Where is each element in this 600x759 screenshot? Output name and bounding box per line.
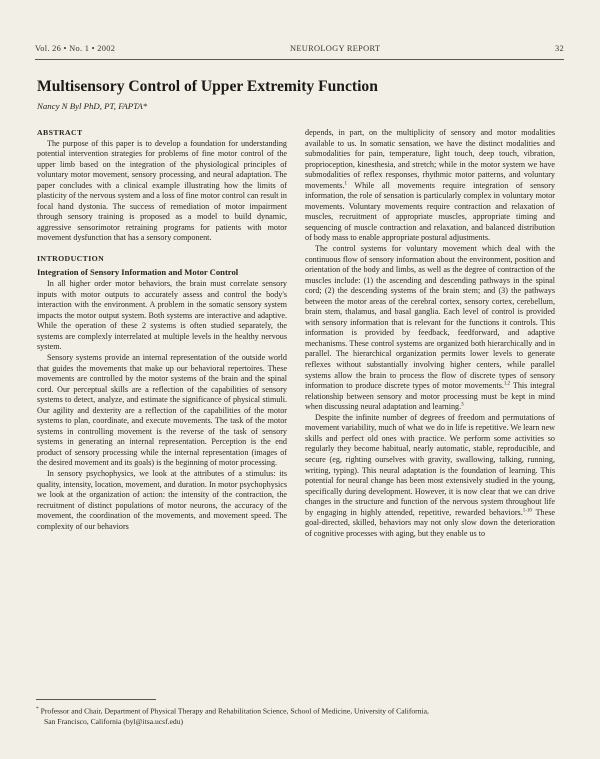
author-line: Nancy N Byl PhD, PT, FAPTA* xyxy=(37,101,148,111)
abstract-text: The purpose of this paper is to develop a foundation for understanding potential intervention strategies for problems of fine motor control of the upper limb based on the integration of the physiological principles of voluntary motor movement, sensory processing, and neural adaptation. The paper concludes with a clinical example illustrating how the limits of plasticity of the nervous system and a loss of fine motor control can result in focal hand dystonia. The success of remediation of motor impairment through sensory training is proposed as a model to build dynamic, aggressive sensorimotor retraining programs for patients with motor movement dysfunction that has a sensory component. xyxy=(37,138,287,243)
page-number: 32 xyxy=(555,44,564,53)
left-column xyxy=(37,128,287,532)
footnote-line-1: Professor and Chair, Department of Physical Therapy and Rehabilitation Science, School of Medicine, University of California, xyxy=(40,706,429,716)
right-column xyxy=(305,128,555,539)
right-paragraph-3: Despite the infinite number of degrees of freedom and permutations of movement variability, much of what we do in life is repetitive. We learn new skills and perfect old ones with practice. We perform some activities so regularly they become habitual, nearly automatic, stable, reproducible, and secure (eg, righting ourselves with gravity, swallowing, talking, running, writing, typing). This neural adaptation is the foundation of learning. This potential for neural change has been most extensively studied in the young, specifically during development. However, it is now clear that we can drive changes in the structure and function of the nervous system throughout life by engaging in highly attended, repetitive, rewarded behaviors.$^{1-10}$ These goal-directed, skilled, behaviors may not only slow down the deterioration of cognitive processes with aging, but they enable us to xyxy=(305,412,555,538)
footnote-rule xyxy=(36,699,156,700)
footnote-mark: * xyxy=(36,706,39,712)
citation-ref: 1,2 xyxy=(503,381,511,387)
journal-name: NEUROLOGY REPORT xyxy=(289,44,381,53)
right-paragraph-2: The control systems for voluntary movement which deal with the continuous flow of sensory information about the environment, position and orientation of the body and limbs, as well as the degree of contraction of the muscles include: (1) the ascending and descending pathways in the spinal cord; (2) the descending systems of the brain stem; and (3) the pathways between the motor areas of the cerebral cortex, sensory cortex, cerebellum, brain stem, thalamus, and basal ganglia. Each level of control is provided with sensory information that is relevant for the functions it controls. This information is provided by feedback, feedforward, and adaptive mechanisms. These control systems are organized both hierarchically and in parallel. The hierarchical organization permits lower levels to generate reflexes without substantially involving higher centers, while parallel systems allow the brain to process the flow of discrete types of sensory information to produce discrete types of motor movements.$^{1,2}$ This integral relationship between sensory and motor processing must be kept in mind when discussing neural adaptation and learning.$^3$ xyxy=(305,244,555,412)
citation-ref: 3 xyxy=(461,402,464,408)
header-rule xyxy=(35,59,564,60)
article-title: Multisensory Control of Upper Extremity Function xyxy=(37,78,378,95)
running-header xyxy=(35,44,564,53)
citation-ref: 1-10 xyxy=(522,507,532,513)
intro-paragraph-2: Sensory systems provide an internal representation of the outside world that guides the movements that make up our behavioral repertoires. These movements are controlled by the motor systems of the brain and the spinal cord. Our perceptual skills are a reflection of the capabilities of sensory systems to detect, analyze, and estimate the significance of physical stimuli. Our agility and dexterity are a reflection of the capabilities of the motor systems to plan, coordinate, and execute movements. The task of the motor systems in controlling movement is the reverse of the task of sensory systems in generating an internal representation. Perception is the end product of sensory processing while the internal representation (images of the desired movement and its goals) is the beginning of motor processing. xyxy=(37,352,287,468)
right-paragraph-1: depends, in part, on the multiplicity of sensory and motor modalities available to us. In somatic sensation, we have the distinct modalities and submodalities for pain, temperature, light touch, deep touch, vibration, proprioception, kinesthesia, and stretch; while in the motor system we have submodalities of reflex responses, rhythmic motor patterns, and voluntary movements.$^1$ While all movements require integration of sensory information, the role of sensation is particularly complex in voluntary motor movements. Voluntary movements require contraction and relaxation of muscles, recruitment of appropriate muscles, appropriate timing and sequencing of muscle contraction and relaxation, and balanced distribution of body mass to enable appropriate postural adjustments. xyxy=(305,128,555,243)
citation-ref: 1 xyxy=(344,181,347,187)
abstract-heading: ABSTRACT xyxy=(37,128,83,137)
section-subheading: Integration of Sensory Information and Motor Control xyxy=(37,266,239,277)
introduction-heading: INTRODUCTION xyxy=(37,254,105,264)
footnote-line-2: San Francisco, California (byl@itsa.ucsf.edu) xyxy=(44,716,184,726)
volume-issue: Vol. 26 • No. 1 • 2002 xyxy=(35,44,116,53)
intro-paragraph-3: In sensory psychophysics, we look at the attributes of a stimulus: its quality, intensity, location, movement, and duration. In motor psychophysics we look at the organization of action: the intensity of the contraction, the recruitment of distinct populations of motor neurons, the accuracy of the movement, the coordination of the movements, and movement speed. The complexity of our behaviors xyxy=(37,469,287,531)
intro-paragraph-1: In all higher order motor behaviors, the brain must correlate sensory inputs with motor outputs to accurately assess and control the body's interaction with the environment. A problem in the somatic sensory system impacts the motor output system. Both systems are interactive and adaptive. While the operation of these 2 systems is often studied separately, the systems are complexly interrelated at multiple levels in the healthy nervous system. xyxy=(37,279,287,352)
author-footnote xyxy=(36,704,566,727)
